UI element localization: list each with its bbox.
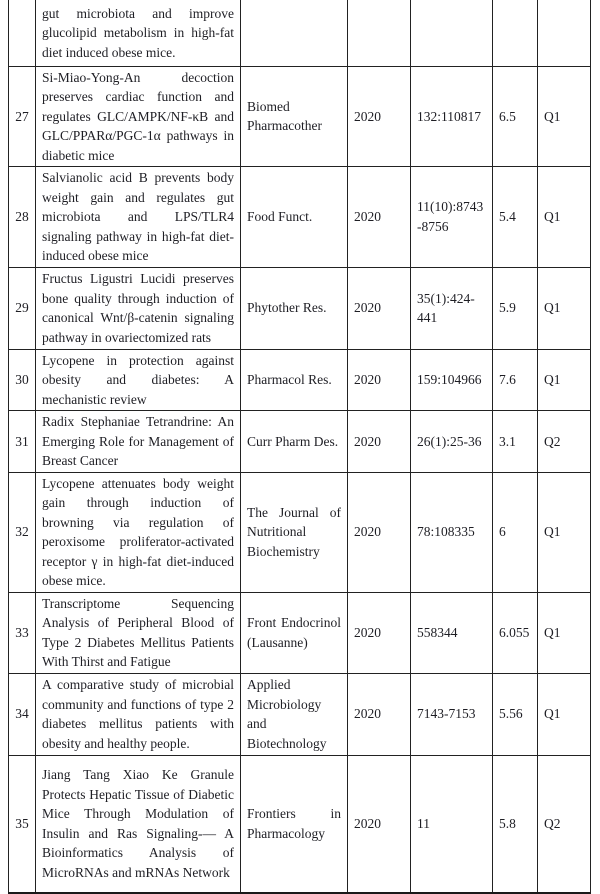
cell-year: 2020 bbox=[348, 349, 411, 411]
cell-journal-name: The Journal of Nutritional Biochemistry bbox=[241, 472, 348, 592]
cell-volume-pages: 132:110817 bbox=[411, 66, 493, 167]
cell-impact-factor: 7.6 bbox=[493, 349, 538, 411]
cell-year: 2020 bbox=[348, 167, 411, 268]
cell-quartile: Q1 bbox=[538, 66, 591, 167]
cell-row-number: 27 bbox=[9, 66, 36, 167]
cell-quartile: Q2 bbox=[538, 755, 591, 893]
cell-journal-name: Biomed Pharmacother bbox=[241, 66, 348, 167]
cell-impact-factor: 6.5 bbox=[493, 66, 538, 167]
cell-quartile: Q1 bbox=[538, 592, 591, 673]
cell-volume-pages: 159:104966 bbox=[411, 349, 493, 411]
cell-quartile: Q1 bbox=[538, 673, 591, 755]
cell-row-number: 28 bbox=[9, 167, 36, 268]
cell-publication-title: gut microbiota and improve glucolipid metabolism in high-fat diet induced obese mice. bbox=[36, 0, 241, 66]
cell-journal-name: Phytother Res. bbox=[241, 267, 348, 349]
cell-year bbox=[348, 0, 411, 66]
cell-publication-title: Fructus Ligustri Lucidi preserves bone quality through induction of canonical Wnt/β-catenin signaling pathway in ovariectomized rats bbox=[36, 267, 241, 349]
table-row bbox=[9, 267, 591, 349]
cell-quartile bbox=[538, 0, 591, 66]
cell-journal-name: Pharmacol Res. bbox=[241, 349, 348, 411]
cell-publication-title: A comparative study of microbial community and functions of type 2 diabetes mellitus patients with obesity and healthy people. bbox=[36, 673, 241, 755]
cell-volume-pages: 11 bbox=[411, 755, 493, 893]
cell-publication-title: Lycopene attenuates body weight gain through induction of browning via regulation of peroxisome proliferator-activated receptor γ in high-fat diet-induced obese mice. bbox=[36, 472, 241, 592]
table-row bbox=[9, 0, 591, 66]
cell-volume-pages bbox=[411, 0, 493, 66]
cell-publication-title: Radix Stephaniae Tetrandrine: An Emerging Role for Management of Breast Cancer bbox=[36, 411, 241, 473]
cell-year: 2020 bbox=[348, 755, 411, 893]
table-row bbox=[9, 673, 591, 755]
cell-year: 2020 bbox=[348, 66, 411, 167]
cell-year: 2020 bbox=[348, 592, 411, 673]
cell-publication-title: Transcriptome Sequencing Analysis of Peripheral Blood of Type 2 Diabetes Mellitus Patients With Thirst and Fatigue bbox=[36, 592, 241, 673]
cell-row-number: 29 bbox=[9, 267, 36, 349]
table-row bbox=[9, 349, 591, 411]
cell-row-number: 34 bbox=[9, 673, 36, 755]
table-row bbox=[9, 755, 591, 893]
cell-row-number: 35 bbox=[9, 755, 36, 893]
publications-table bbox=[8, 0, 591, 894]
cell-row-number: 33 bbox=[9, 592, 36, 673]
cell-volume-pages: 558344 bbox=[411, 592, 493, 673]
table-row bbox=[9, 592, 591, 673]
cell-impact-factor: 5.56 bbox=[493, 673, 538, 755]
cell-quartile: Q1 bbox=[538, 267, 591, 349]
table-row bbox=[9, 472, 591, 592]
cell-year: 2020 bbox=[348, 267, 411, 349]
cell-row-number bbox=[9, 0, 36, 66]
cell-impact-factor: 6.055 bbox=[493, 592, 538, 673]
cell-impact-factor: 3.1 bbox=[493, 411, 538, 473]
cell-quartile: Q1 bbox=[538, 472, 591, 592]
cell-journal-name: Applied Microbiology and Biotechnology bbox=[241, 673, 348, 755]
cell-impact-factor: 6 bbox=[493, 472, 538, 592]
cell-volume-pages: 35(1):424-441 bbox=[411, 267, 493, 349]
table-row bbox=[9, 66, 591, 167]
cell-publication-title: Si-Miao-Yong-An decoction preserves cardiac function and regulates GLC/AMPK/NF-κB and GLC/PPARα/PGC-1α pathways in diabetic mice bbox=[36, 66, 241, 167]
cell-impact-factor: 5.9 bbox=[493, 267, 538, 349]
cell-journal-name: Frontiers in Pharmacology bbox=[241, 755, 348, 893]
cell-quartile: Q1 bbox=[538, 167, 591, 268]
cell-journal-name: Front Endocrinol (Lausanne) bbox=[241, 592, 348, 673]
cell-volume-pages: 11(10):8743-8756 bbox=[411, 167, 493, 268]
table-row bbox=[9, 411, 591, 473]
cell-row-number: 32 bbox=[9, 472, 36, 592]
cell-impact-factor: 5.4 bbox=[493, 167, 538, 268]
cell-impact-factor bbox=[493, 0, 538, 66]
cell-quartile: Q2 bbox=[538, 411, 591, 473]
cell-row-number: 31 bbox=[9, 411, 36, 473]
cell-publication-title: Salvianolic acid B prevents body weight gain and regulates gut microbiota and LPS/TLR4 signaling pathway in high-fat diet-induced obese mice bbox=[36, 167, 241, 268]
cell-impact-factor: 5.8 bbox=[493, 755, 538, 893]
cell-quartile: Q1 bbox=[538, 349, 591, 411]
cell-volume-pages: 78:108335 bbox=[411, 472, 493, 592]
cell-journal-name: Food Funct. bbox=[241, 167, 348, 268]
table-row bbox=[9, 167, 591, 268]
cell-year: 2020 bbox=[348, 411, 411, 473]
cell-year: 2020 bbox=[348, 673, 411, 755]
cell-publication-title: Jiang Tang Xiao Ke Granule Protects Hepatic Tissue of Diabetic Mice Through Modulation of Insulin and Ras Signaling-— A Bioinformatics Analysis of MicroRNAs and mRNAs Network bbox=[36, 755, 241, 893]
cell-year: 2020 bbox=[348, 472, 411, 592]
cell-journal-name: Curr Pharm Des. bbox=[241, 411, 348, 473]
cell-row-number: 30 bbox=[9, 349, 36, 411]
cell-publication-title: Lycopene in protection against obesity and diabetes: A mechanistic review bbox=[36, 349, 241, 411]
cell-volume-pages: 26(1):25-36 bbox=[411, 411, 493, 473]
publications-table-body bbox=[9, 0, 591, 893]
cell-journal-name bbox=[241, 0, 348, 66]
cell-volume-pages: 7143-7153 bbox=[411, 673, 493, 755]
